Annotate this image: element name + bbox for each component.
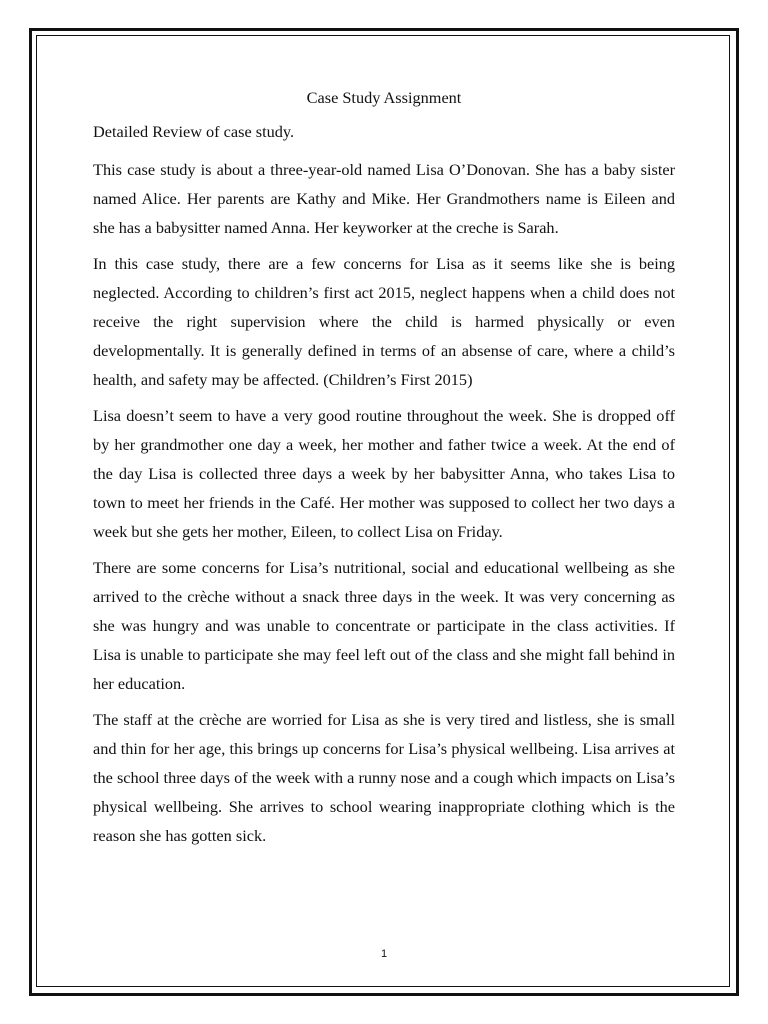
document-body [93, 87, 675, 857]
paragraph-wellbeing: There are some concerns for Lisa’s nutritional, social and educational wellbeing as she arrived to the crèche without a snack three days in the week. It was very concerning as she was hungry and was unable to concentrate or participate in the class activities. If Lisa is unable to participate she may feel left out of the class and she might fall behind in her education. [93, 558, 675, 693]
section-heading: Detailed Review of case study. [93, 122, 295, 141]
page-number: 1 [380, 948, 388, 960]
paragraph-physical: The staff at the crèche are worried for Lisa as she is very tired and listless, she is small and thin for her age, this brings up concerns for Lisa’s physical wellbeing. Lisa arrives at the school three days of the week with a runny nose and a cough which impacts on Lisa’s physical wellbeing. She arrives to school wearing inappropriate clothing which is the reason she has gotten sick. [93, 710, 675, 845]
paragraph-routine: Lisa doesn’t seem to have a very good routine throughout the week. She is dropped off by her grandmother one day a week, her mother and father twice a week. At the end of the day Lisa is collected three days a week by her babysitter Anna, who takes Lisa to town to meet her friends in the Café. Her mother was supposed to collect her two days a week but she gets her mother, Eileen, to collect Lisa on Friday. [93, 406, 675, 541]
document-title: Case Study Assignment [306, 88, 462, 107]
paragraph-neglect: In this case study, there are a few concerns for Lisa as it seems like she is being neglected. According to children’s first act 2015, neglect happens when a child does not receive the right supervision where the child is harmed physically or even developmentally. It is generally defined in terms of an absense of care, where a child’s health, and safety may be affected. (Children’s First 2015) [93, 254, 675, 389]
paragraph-intro: This case study is about a three-year-old named Lisa O’Donovan. She has a baby sister named Alice. Her parents are Kathy and Mike. Her Grandmothers name is Eileen and she has a babysitter named Anna. Her keyworker at the creche is Sarah. [93, 160, 675, 237]
